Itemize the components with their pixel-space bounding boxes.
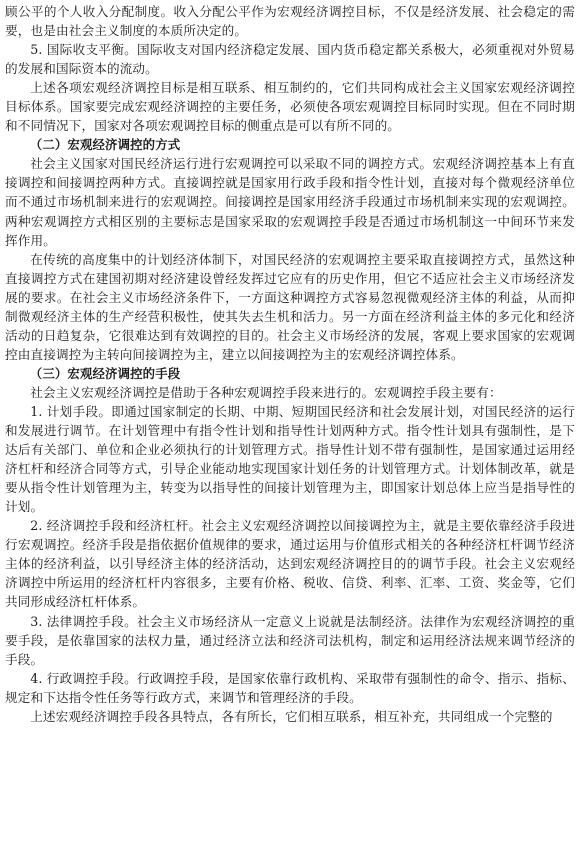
section-heading-means: （三）宏观经济调控的手段 [29, 365, 181, 381]
paragraph-direct-to-indirect: 在传统的高度集中的计划经济体制下，对国民经济的宏观调控主要采取直接调控方式，虽然这种直接调控方式在建国初期对经济建设曾经发挥过它应有的历史作用，但它不适应社会主义市场经济发展的要求。在社会主义市场经济条件下，一方面这种调控方式容易忽视微观经济主体的利益，从而抑制微观经济主体的生产经营积极性，使其失去生机和活力。另一方面在经济利益主体的多元化和经济活动的日趋复杂，它很难达到有效调控的目的。社会主义市场经济的发展，客观上要求国家的宏观调控由直接调控为主转向间接调控为主，建立以间接调控为主的宏观经济调控体系。 [5, 251, 575, 362]
paragraph-balance-of-payments: 5. 国际收支平衡。国际收支对国内经济稳定发展、国内货币稳定都关系极大，必须重视对外贸易的发展和国际资本的流动。 [5, 42, 575, 77]
paragraph-distribution-fairness: 顾公平的个人收入分配制度。收入分配公平作为宏观经济调控目标，不仅是经济发展、社会稳定的需要，也是由社会主义制度的本质所决定的。 [5, 4, 575, 39]
paragraph-goal-system: 上述各项宏观经济调控目标是相互联系、相互制约的，它们共同构成社会主义国家宏观经济调控目标体系。国家要完成宏观经济调控的主要任务，必须使各项宏观调控目标同时实现。但在不同时期和不同情况下，国家对各项宏观调控目标的侧重点是可以有所不同的。 [5, 80, 575, 134]
paragraph-administrative-means: 4. 行政调控手段。行政调控手段，是国家依靠行政机构、采取带有强制性的命令、指示、指标、规定和下达指令性任务等行政方式，来调节和管理经济的手段。 [5, 670, 575, 705]
section-heading-methods: （二）宏观经济调控的方式 [29, 137, 181, 153]
paragraph-means-summary: 上述宏观经济调控手段各具特点，各有所长，它们相互联系，相互补充，共同组成一个完整的 [30, 708, 553, 724]
paragraph-means-intro: 社会主义宏观经济调控是借助于各种宏观调控手段来进行的。宏观调控手段主要有： [30, 384, 502, 400]
paragraph-legal-means: 3. 法律调控手段。社会主义市场经济从一定意义上说就是法制经济。法律作为宏观经济调控的重要手段，是依靠国家的法权力量，通过经济立法和经济司法机构，制定和运用经济法规来调节经济的手段。 [5, 613, 575, 667]
paragraph-methods-intro: 社会主义国家对国民经济运行进行宏观调控可以采取不同的调控方式。宏观经济调控基本上有直接调控和间接调控两种方式。直接调控就是国家用行政手段和指令性计划，直接对每个微观经济单位而不通过市场机制来进行的宏观调控。间接调控是国家用经济手段通过市场机制来实现的宏观调控。两种宏观调控方式相区别的主要标志是国家采取的宏观调控手段是否通过市场机制这一中间环节来发挥作用。 [5, 156, 575, 248]
paragraph-economic-levers: 2. 经济调控手段和经济杠杆。社会主义宏观经济调控以间接调控为主，就是主要依靠经济手段进行宏观调控。经济手段是指依据价值规律的要求，通过运用与价值形式相关的各种经济杠杆调节经济主体的经济利益，以引导经济主体的经济活动，达到宏观经济调控目的的调节手段。社会主义宏观经济调控中所运用的经济杠杆内容很多，主要有价格、税收、信贷、利率、汇率、工资、奖金等，它们共同形成经济杠杆体系。 [5, 518, 575, 610]
document-page [5, 2, 575, 726]
paragraph-planning-means: 1. 计划手段。即通过国家制定的长期、中期、短期国民经济和社会发展计划，对国民经济的运行和发展进行调节。在计划管理中有指令性计划和指导性计划两种方式。指令性计划具有强制性，是下达后有关部门、单位和企业必须执行的计划管理方式。指导性计划不带有强制性，是国家通过运用经济杠杆和经济合同等方式，引导企业能动地实现国家计划任务的计划管理方式。计划体制改革，就是要从指令性计划管理为主，转变为以指导性的间接计划管理为主，即国家计划总体上应当是指导性的计划。 [5, 403, 575, 515]
